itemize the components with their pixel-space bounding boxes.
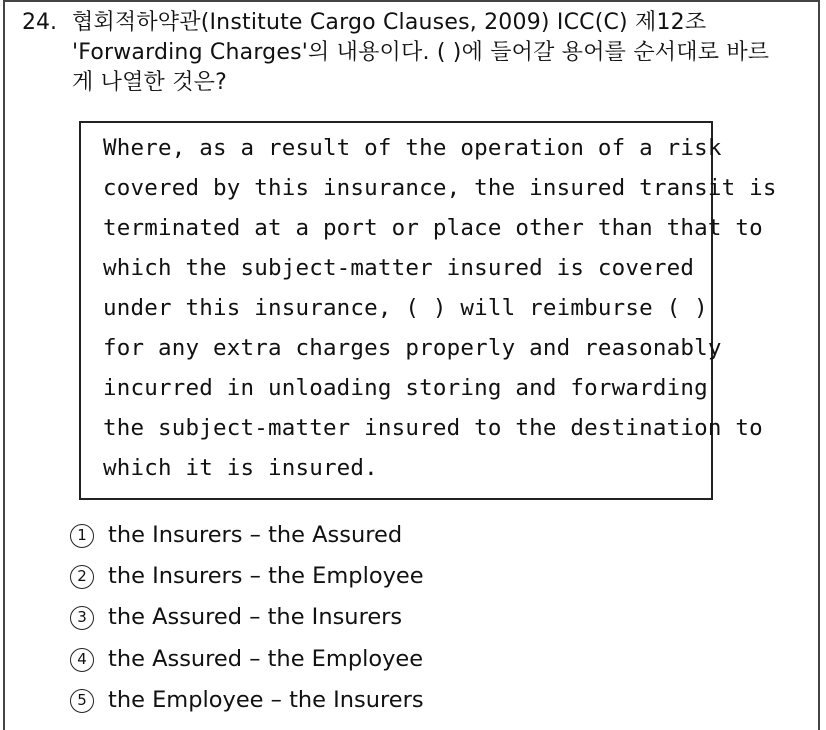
option-marker: 4 xyxy=(70,648,94,672)
passage-line: which the subject-matter insured is covered xyxy=(103,255,695,281)
option-5[interactable] xyxy=(70,685,424,715)
passage-line: for any extra charges properly and reasonably xyxy=(103,335,722,361)
option-marker: 2 xyxy=(70,565,94,589)
option-marker: 3 xyxy=(70,606,94,630)
passage-line: which it is insured. xyxy=(103,455,378,481)
passage-box xyxy=(79,121,777,500)
question-text: 협회적하약관(Institute Cargo Clauses, 2009) ICC(C) 제12조 'Forwarding Charges'의 내용이다. ( )에 들어갈 용어를 순서대로 바르게 나열한 것은? xyxy=(72,10,770,95)
question-number: 24. xyxy=(22,10,57,35)
option-marker: 5 xyxy=(70,689,94,713)
passage-line: the subject-matter insured to the destination to xyxy=(103,415,763,441)
option-2[interactable] xyxy=(70,561,424,591)
option-marker: 1 xyxy=(70,524,94,548)
passage-line: under this insurance, ( ) will reimburse ( ) xyxy=(103,295,708,321)
passage-line: Where, as a result of the operation of a risk xyxy=(103,135,722,161)
option-text: the Insurers – the Assured xyxy=(108,522,403,548)
passage-line: incurred in unloading storing and forwarding xyxy=(103,375,708,401)
passage-line: terminated at a port or place other than that to xyxy=(103,215,763,241)
option-4[interactable] xyxy=(70,644,423,674)
option-text: the Assured – the Employee xyxy=(108,646,424,672)
option-1[interactable] xyxy=(70,520,402,550)
option-text: the Employee – the Insurers xyxy=(108,687,424,713)
option-text: the Insurers – the Employee xyxy=(108,563,424,589)
passage-line: covered by this insurance, the insured transit is xyxy=(103,175,777,201)
option-text: the Assured – the Insurers xyxy=(108,604,403,630)
option-3[interactable] xyxy=(70,602,402,632)
question xyxy=(22,8,782,98)
